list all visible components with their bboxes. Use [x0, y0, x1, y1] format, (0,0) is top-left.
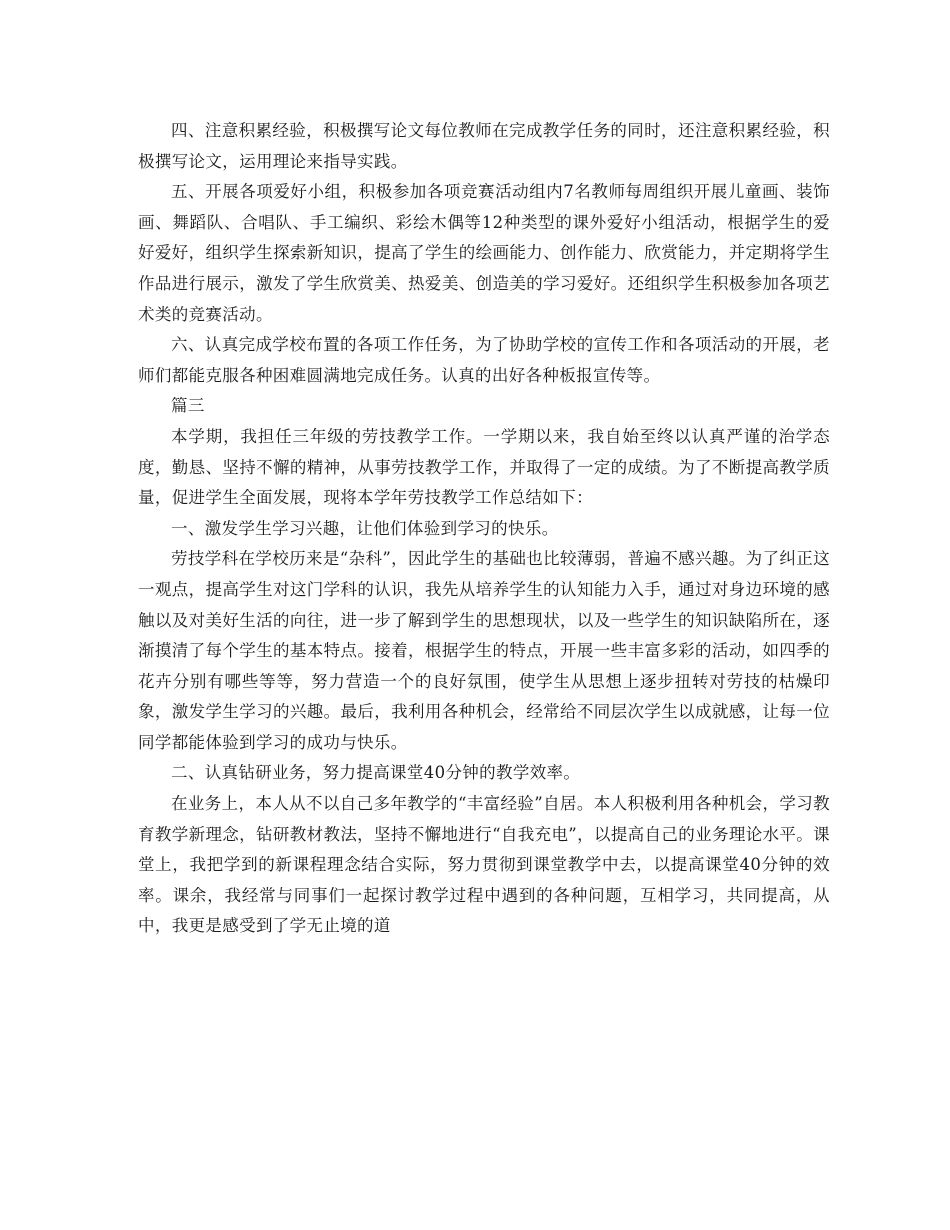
paragraph-section-6: 六、认真完成学校布置的各项工作任务，为了协助学校的宣传工作和各项活动的开展，老师们都能克服各种困难圆满地完成任务。认真的出好各种板报宣传等。: [138, 335, 830, 385]
heading-part-three: 篇三: [171, 396, 205, 416]
paragraph-section-4: 四、注意积累经验，积极撰写论文每位教师在完成教学任务的同时，还注意积累经验，积极撰写论文，运用理论来指导实践。: [138, 121, 830, 171]
paragraph-professional: 在业务上，本人从不以自己多年教学的“丰富经验”自居。本人积极利用各种机会，学习教育教学新理念，钻研教材教法，坚持不懈地进行“自我充电”，以提高自己的业务理论水平。课堂上，我把学到的新课程理念结合实际，努力贯彻到课堂教学中去，以提高课堂40分钟的效率。课余，我经常与同事们一起探讨教学过程中遇到的各种问题，互相学习，共同提高，从中，我更是感受到了学无止境的道: [138, 794, 830, 936]
paragraph-interest: 劳技学科在学校历来是“杂科”，因此学生的基础也比较薄弱，普遍不感兴趣。为了纠正这一观点，提高学生对这门学科的认识，我先从培养学生的认知能力入手，通过对身边环境的感触以及对美好生活的向往，进一步了解到学生的思想现状，以及一些学生的知识缺陷所在，逐渐摸清了每个学生的基本特点。接着，根据学生的特点，开展一些丰富多彩的活动，如四季的花卉分别有哪些等等，努力营造一个的良好氛围，使学生从思想上逐步扭转对劳技的枯燥印象，激发学生学习的兴趣。最后，我利用各种机会，经常给不同层次学生以成就感，让每一位同学都能体验到学习的成功与快乐。: [138, 549, 830, 752]
document-body: [138, 116, 830, 942]
subheading-one: 一、激发学生学习兴趣，让他们体验到学习的快乐。: [171, 518, 559, 538]
subheading-two: 二、认真钻研业务，努力提高课堂40分钟的教学效率。: [171, 763, 581, 783]
paragraph-section-5: 五、开展各项爱好小组，积极参加各项竞赛活动组内7名教师每周组织开展儿童画、装饰画、舞蹈队、合唱队、手工编织、彩绘木偶等12种类型的课外爱好小组活动，根据学生的爱好爱好，组织学生探索新知识，提高了学生的绘画能力、创作能力、欣赏能力，并定期将学生作品进行展示，激发了学生欣赏美、热爱美、创造美的学习爱好。还组织学生积极参加各项艺术类的竞赛活动。: [138, 182, 830, 324]
paragraph-intro: 本学期，我担任三年级的劳技教学工作。一学期以来，我自始至终以认真严谨的治学态度，勤恳、坚持不懈的精神，从事劳技教学工作，并取得了一定的成绩。为了不断提高教学质量，促进学生全面发展，现将本学年劳技教学工作总结如下：: [138, 426, 830, 508]
